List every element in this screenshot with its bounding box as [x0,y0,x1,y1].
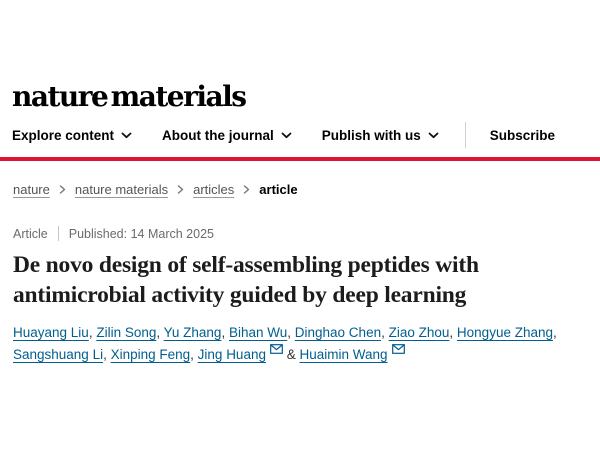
article-meta [13,226,587,241]
author-link[interactable]: Huayang Liu [13,325,89,340]
chevron-down-icon [281,132,292,139]
journal-masthead [0,0,600,147]
author-separator: , [88,325,97,340]
author-separator: , [553,325,557,340]
journal-logo[interactable]: nature materials [12,80,246,113]
nav-about-the-journal[interactable] [162,128,292,143]
article-header-content [0,182,600,366]
chevron-right-icon [243,185,250,194]
author-link[interactable]: Sangshuang Li [13,347,104,362]
author-separator: & [282,347,300,362]
author-separator: , [103,347,111,362]
author-separator: , [221,325,229,340]
nav-publish-with-us[interactable] [322,128,439,143]
author-link[interactable]: Zilin Song [96,325,157,340]
author-link[interactable]: Xinping Feng [110,347,191,362]
author-separator: , [287,325,295,340]
author-separator: , [156,325,164,340]
author-link[interactable]: Dinghao Chen [294,325,382,340]
brand-rule [0,157,600,161]
email-icon[interactable] [270,344,283,354]
author-separator: , [190,347,198,362]
article-title: De novo design of self-assembling peptides with antimicrobial activity guided by deep learning [13,252,479,308]
journal-nav [12,123,588,147]
meta-divider [58,226,59,241]
author-link[interactable]: Jing Huang [197,347,266,362]
subscribe-link[interactable]: Subscribe [489,127,556,143]
chevron-down-icon [121,132,132,139]
nav-item-label: Explore content [12,127,115,143]
email-icon[interactable] [392,344,405,354]
author-separator: , [449,325,457,340]
nav-item-label: About the journal [162,127,274,143]
breadcrumb-link-articles[interactable]: articles [193,182,235,197]
breadcrumb-link-nature[interactable]: nature [13,182,50,197]
author-link[interactable]: Bihan Wu [228,325,288,340]
author-link[interactable]: Yu Zhang [163,325,222,340]
author-list [13,322,587,366]
published-date: Published: 14 March 2025 [68,226,214,241]
chevron-right-icon [177,185,184,194]
author-link[interactable]: Huaimin Wang [299,347,388,362]
author-separator: , [381,325,389,340]
nav-explore-content[interactable] [12,128,132,143]
nav-divider [465,122,466,148]
nav-item-label: Publish with us [321,127,421,143]
chevron-right-icon [59,185,66,194]
breadcrumb-current: article [259,182,298,197]
article-type-label: Article [13,226,48,241]
breadcrumb-link-nature-materials[interactable]: nature materials [74,182,169,197]
chevron-down-icon [428,132,439,139]
breadcrumb [13,182,587,197]
author-link[interactable]: Ziao Zhou [388,325,450,340]
author-link[interactable]: Hongyue Zhang [456,325,553,340]
